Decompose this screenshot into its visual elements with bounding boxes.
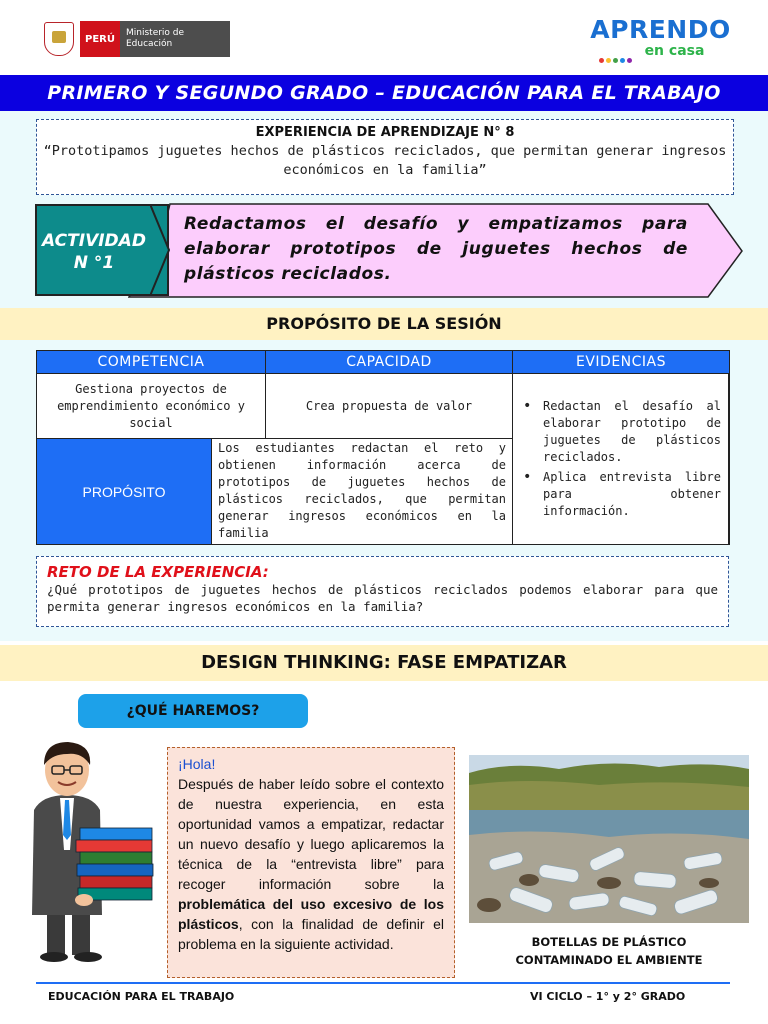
proposito-label: PROPÓSITO [36, 438, 212, 545]
aprendo-en-casa-logo [588, 16, 733, 60]
dialog-text-part2: , con la finalidad de definir el problema en la siguiente actividad. [178, 916, 444, 952]
greeting-dialog [167, 747, 455, 978]
brand-line1: APRENDO [590, 15, 731, 44]
photo-caption-line2: CONTAMINADO EL AMBIENTE [515, 953, 703, 967]
photo-caption-line1: BOTELLAS DE PLÁSTICO [531, 935, 687, 949]
competencia-cell: Gestiona proyectos de emprendimiento económico y social [36, 373, 266, 439]
evidencia-item: • Aplica entrevista libre para obtener información. [521, 469, 721, 520]
brand-dots-icon [596, 48, 636, 56]
evidencias-list [513, 374, 729, 520]
photo-caption [468, 933, 750, 969]
que-haremos-button[interactable]: ¿QUÉ HAREMOS? [78, 694, 308, 728]
activity-label-tip [150, 204, 180, 296]
footer-divider [36, 982, 730, 984]
purpose-band: PROPÓSITO DE LA SESIÓN [0, 308, 768, 340]
header-competencia: COMPETENCIA [36, 350, 266, 374]
activity-label-line1: ACTIVIDAD [42, 231, 146, 251]
page-title: PRIMERO Y SEGUNDO GRADO – EDUCACIÓN PARA EL TRABAJO [0, 75, 768, 111]
design-thinking-band: DESIGN THINKING: FASE EMPATIZAR [0, 645, 768, 681]
capacidad-cell: Crea propuesta de valor [265, 373, 513, 439]
activity-label-line2: N °1 [73, 253, 115, 273]
peru-shield-icon [44, 22, 74, 56]
peru-label: PERÚ [80, 21, 120, 57]
session-table [36, 350, 729, 545]
reto-title: RETO DE LA EXPERIENCIA: [47, 563, 269, 581]
dialog-bold-text: problemática del uso excesivo de los plásticos [178, 896, 444, 932]
reto-box [36, 556, 729, 627]
ministry-logo [44, 20, 232, 58]
greeting-text: ¡Hola! [178, 756, 216, 772]
activity-description: Redactamos el desafío y empatizamos para elaborar prototipos de juguetes hechos de plásticos reciclados. [184, 214, 688, 284]
ministry-label: Ministerio de Educación [120, 21, 230, 57]
footer-left: EDUCACIÓN PARA EL TRABAJO [48, 990, 235, 1003]
experience-heading: EXPERIENCIA DE APRENDIZAJE N° 8 [255, 125, 515, 140]
reto-text: ¿Qué prototipos de juguetes hechos de plásticos reciclados podemos elaborar para que permita generar ingresos económicos en la familia? [47, 582, 718, 614]
header-evidencias: EVIDENCIAS [512, 350, 730, 374]
dialog-text-part1: Después de haber leído sobre el contexto de nuestra experiencia, en esta oportunidad vamos a empatizar, redactar un nuevo desafío y luego aplicaremos la técnica de la “entrevista libre” para recoger información sobre la [178, 776, 444, 892]
header-capacidad: CAPACIDAD [265, 350, 513, 374]
experience-text: “Prototipamos juguetes hechos de plásticos reciclados, que permitan generar ingresos económicos en la familia” [43, 143, 727, 178]
teacher-with-books-icon [22, 740, 162, 965]
proposito-text: Los estudiantes redactan el reto y obtienen información acerca de prototipos de juguetes hechos de plásticos reciclados, que permitan generar ingresos económicos en la familia [211, 438, 513, 545]
plastic-bottles-photo [469, 755, 749, 923]
brand-line2: en casa [644, 43, 705, 59]
activity-label [35, 230, 153, 274]
evidencias-cell [512, 373, 730, 545]
experience-box [36, 119, 734, 195]
evidencia-item: • Redactan el desafío al elaborar prototipo de juguetes de plásticos reciclados. [521, 398, 721, 466]
footer-right: VI CICLO – 1° y 2° GRADO [530, 990, 686, 1003]
